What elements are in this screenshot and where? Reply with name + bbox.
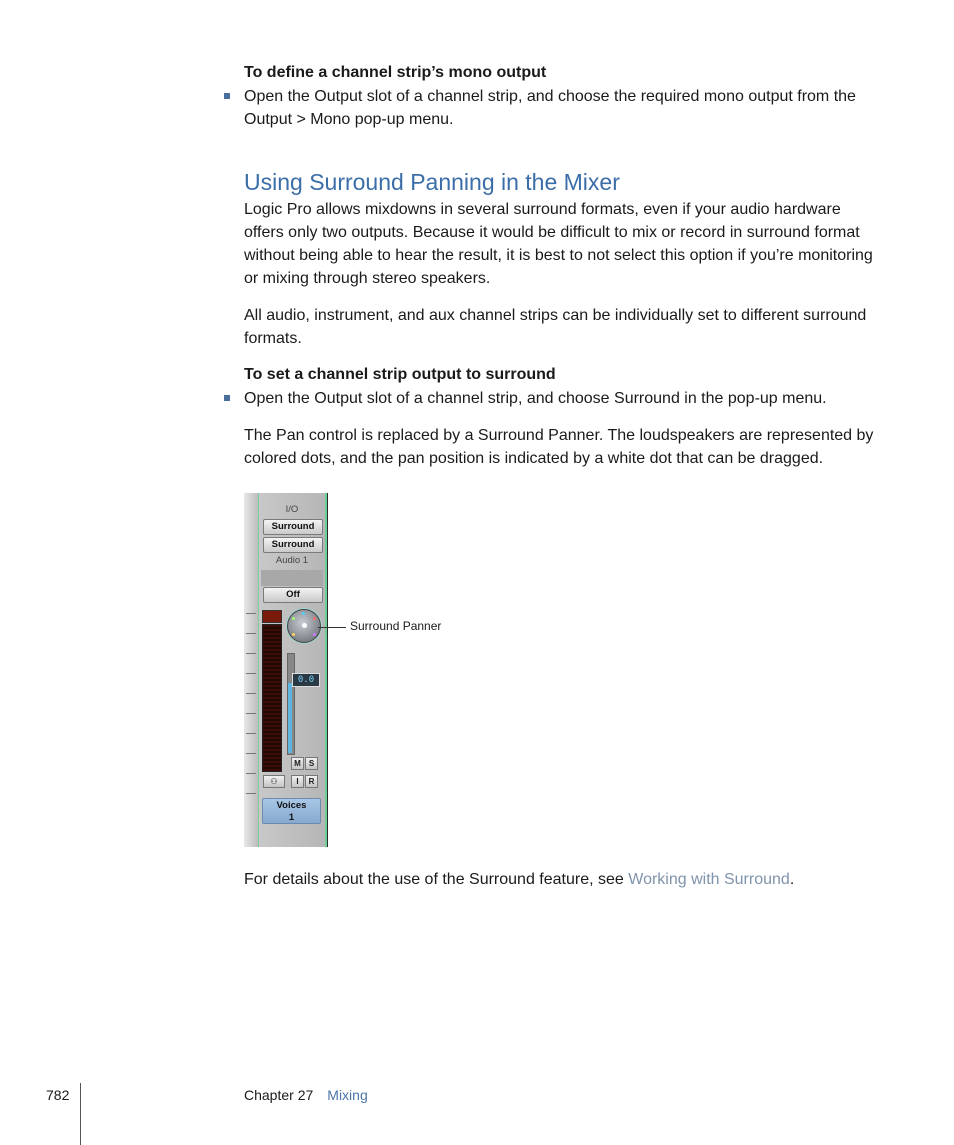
procedure-heading-mono-output: To define a channel strip’s mono output bbox=[244, 64, 547, 81]
bullet-text: Open the Output slot of a channel strip, and choose Surround in the pop-up menu. bbox=[244, 390, 827, 407]
speaker-dot bbox=[292, 633, 295, 636]
voices-label: Voices bbox=[276, 800, 307, 811]
callout-surround-panner: Surround Panner bbox=[350, 619, 442, 633]
io-label: I/O bbox=[285, 504, 299, 515]
output-slot-button[interactable]: Surround bbox=[263, 537, 323, 553]
channel-name-label: Audio 1 bbox=[275, 555, 309, 566]
mute-button[interactable]: M bbox=[291, 757, 304, 770]
bullet-square-icon bbox=[224, 93, 230, 99]
volume-value: 0.0 bbox=[292, 673, 320, 687]
procedure-heading-surround-output: To set a channel strip output to surround bbox=[244, 366, 556, 383]
peak-indicator bbox=[262, 610, 282, 623]
automation-mode-button[interactable]: Off bbox=[263, 587, 323, 603]
level-meter bbox=[262, 624, 282, 772]
footer-divider bbox=[80, 1083, 81, 1145]
channel-strip bbox=[258, 493, 327, 847]
section-link[interactable]: Mixing bbox=[327, 1087, 368, 1103]
bullet-square-icon bbox=[224, 395, 230, 401]
paragraph-intro: Logic Pro allows mixdowns in several surround formats, even if your audio hardware offers only two outputs. Because it would be difficult to mix or record in surround format without being able to hear the result, it is best to not select this option if you’re monitoring or mixing through stereo speakers. bbox=[244, 201, 873, 287]
paragraph-pan-control: The Pan control is replaced by a Surround Panner. The loudspeakers are represented by colored dots, and the pan position is indicated by a white dot that can be dragged. bbox=[244, 427, 874, 467]
input-slot-button[interactable]: Surround bbox=[263, 519, 323, 535]
channel-strip-figure bbox=[244, 493, 328, 847]
bullet-text: Open the Output slot of a channel strip, and choose the required mono output from the Output > Mono pop-up menu. bbox=[244, 88, 856, 128]
bullet-item-mono-output bbox=[224, 85, 884, 131]
paragraph-closing bbox=[244, 868, 884, 891]
empty-slot bbox=[261, 570, 323, 586]
closing-text: For details about the use of the Surround feature, see bbox=[244, 871, 629, 888]
record-enable-button[interactable]: R bbox=[305, 775, 318, 788]
footer-chapter bbox=[244, 1087, 368, 1103]
voices-display bbox=[262, 798, 321, 824]
speaker-dot bbox=[302, 612, 305, 615]
surround-panner[interactable] bbox=[287, 609, 321, 643]
callout-line bbox=[318, 627, 346, 628]
input-monitor-button[interactable]: I bbox=[291, 775, 304, 788]
section-title: Using Surround Panning in the Mixer bbox=[244, 169, 620, 195]
speaker-dot bbox=[292, 617, 295, 620]
link-working-with-surround[interactable]: Working with Surround bbox=[628, 871, 790, 888]
adjacent-strip-edge bbox=[244, 493, 258, 847]
speaker-dot bbox=[313, 617, 316, 620]
page-number: 782 bbox=[46, 1087, 70, 1103]
speaker-dot bbox=[313, 633, 316, 636]
volume-fader-fill bbox=[288, 683, 292, 753]
solo-button[interactable]: S bbox=[305, 757, 318, 770]
chapter-label: Chapter 27 bbox=[244, 1087, 314, 1103]
voices-value: 1 bbox=[288, 812, 295, 823]
paragraph-channel-strips: All audio, instrument, and aux channel strips can be individually set to different surround formats. bbox=[244, 307, 867, 347]
pan-position-dot[interactable] bbox=[302, 623, 307, 628]
bullet-item-surround bbox=[224, 387, 884, 410]
bounce-icon[interactable]: ⚇ bbox=[263, 775, 285, 788]
closing-period: . bbox=[789, 871, 795, 888]
